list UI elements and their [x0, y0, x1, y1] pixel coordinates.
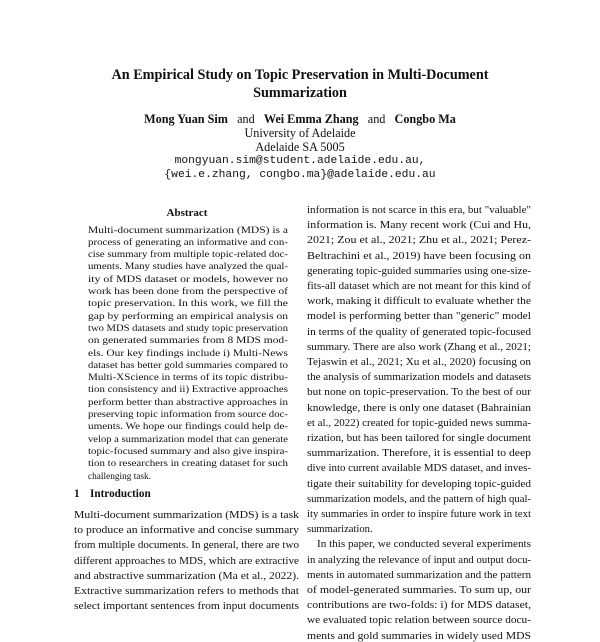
author-names [60, 112, 540, 126]
abstract-line: dataset has better gold summaries compared to [88, 360, 288, 371]
author-email-1: mongyuan.sim@student.adelaide.edu.au, [174, 155, 426, 167]
author-block [60, 112, 540, 182]
abstract-line: els. Our key findings include i) Multi-News [88, 348, 288, 359]
right-column-line: but none on topic-preservation. To the best of our [307, 387, 531, 399]
intro-line: different approaches to MDS, which are extractive [74, 555, 299, 567]
right-column-line: summarization models, and the pattern of high qual- [307, 493, 531, 505]
right-column-line: we evaluated topic relation between source docu- [307, 615, 531, 627]
intro-section-title: Introduction [90, 488, 151, 500]
abstract-line: uments. We hope our findings could help de- [88, 422, 288, 433]
intro-line: Extractive summarization refers to methods that [74, 586, 299, 597]
intro-heading [74, 487, 151, 501]
abstract-line: uments. Many studies have analyzed the qual- [88, 262, 288, 273]
intro-section-number: 1 [74, 488, 80, 500]
right-column-line: the analysis of summarization models and datasets [307, 372, 531, 384]
right-column-line: of model-generated summaries. To sum up, our [307, 585, 531, 596]
right-column-line: in analyzing the relevance of input and output docu- [307, 554, 531, 566]
right-column-line: rization, but has been tailored for single document [307, 433, 531, 444]
right-column-line: Tejaswin et al., 2021; Xu et al., 2020) focusing on [307, 357, 531, 368]
right-column-line: dive into current available MDS dataset, and inves- [307, 463, 531, 475]
right-column-line: ments in automated summarization and the pattern [307, 569, 531, 581]
right-column-line: in terms of the quality of generated topic-focused [307, 326, 531, 338]
abstract-line: ity of MDS dataset or models, however no [88, 274, 288, 285]
abstract-line: two MDS datasets and study topic preservation [88, 323, 288, 334]
author-name-2: Wei Emma Zhang [263, 112, 359, 126]
right-column-line: et al., 2022) created for topic-guided news summa- [307, 417, 531, 429]
right-column-line: information is not scarce in this era, but "valuable" [307, 205, 531, 216]
right-column-line: ments and gold summaries in widely used MDS [307, 630, 531, 642]
intro-line: from multiple documents. In general, there are two [74, 540, 299, 552]
author-name-3: Congbo Ma [394, 112, 456, 126]
abstract-line: tion to researchers in creating dataset for such [88, 459, 288, 470]
author-conjunction-1: and [237, 112, 255, 126]
abstract-line: challenging task. [88, 471, 151, 482]
right-column-line: 2021; Zou et al., 2021; Zhu et al., 2021; Perez- [307, 235, 531, 247]
abstract-line: topic-focused summary and also give inspira- [88, 446, 288, 457]
right-column-line: work, making it difficult to evaluate whether the [307, 296, 531, 308]
right-column-line: tigate their suitability for developing topic-guided [307, 478, 531, 490]
abstract-line: gap by performing an empirical analysis on [88, 311, 288, 322]
right-column-line: summarization. [307, 524, 373, 536]
abstract-line: velop a summarization model that can generate [88, 434, 288, 445]
right-column-line: fits-all dataset which are not meant for this kind of [307, 281, 531, 292]
author-name-1: Mong Yuan Sim [144, 112, 228, 126]
abstract-heading: Abstract [166, 207, 208, 219]
abstract-line: tion consistency and ii) Extractive approaches [88, 385, 288, 396]
abstract-line: topic preservation. In this work, we fill the [88, 299, 288, 310]
right-column-line: summarization. Therefore, it is essential to deep [307, 448, 531, 460]
right-column-line: information is. Many recent work (Cui and Hu, [307, 220, 531, 232]
intro-line: to produce an informative and concise summary [74, 525, 299, 537]
intro-line: and abstractive summarization (Ma et al., 2022). [74, 570, 299, 582]
right-column-line: model is performing better than "generic" model [307, 311, 531, 323]
abstract-line: process of generating an informative and con- [88, 237, 288, 248]
right-column-line: generating topic-guided summaries using one-size- [307, 265, 531, 277]
right-column-line: contributions are two-folds: i) for MDS dataset, [307, 600, 531, 612]
author-email-2: {wei.e.zhang, congbo.ma}@adelaide.edu.au [164, 169, 436, 181]
author-address: Adelaide SA 5005 [255, 140, 345, 154]
abstract-line: cise summary from multiple topic-related doc- [88, 250, 288, 261]
abstract-line: preserving topic information from source doc- [88, 410, 288, 420]
abstract-line: Multi-XScience in terms of its topic distribu- [88, 373, 288, 384]
intro-line: Multi-document summarization (MDS) is a task [74, 510, 299, 521]
author-conjunction-2: and [367, 112, 386, 126]
right-column-line: knowledge, there is only one dataset (Bahrainian [307, 402, 531, 414]
right-column-line: summary. There are also work (Zhang et al., 2021; [307, 341, 531, 353]
abstract-line: Multi-document summarization (MDS) is a [88, 225, 288, 236]
abstract-line: work has been done from the perspective of [88, 287, 288, 297]
right-column-line: Beltrachini et al., 2019) have been focusing on [307, 250, 531, 262]
abstract-line: perform better than abstractive approaches in [88, 397, 288, 408]
right-column-line: In this paper, we conducted several experiments [317, 539, 531, 551]
abstract-line: on generated summaries from 8 MDS mod- [88, 336, 288, 347]
right-column-line: ity summaries in order to inspire future work in text [307, 509, 531, 520]
title-line-2: Summarization [253, 85, 347, 101]
title-line-1: An Empirical Study on Topic Preservation in Multi-Document [111, 67, 489, 83]
author-affiliation: University of Adelaide [244, 126, 356, 140]
paper-title [60, 66, 540, 102]
intro-line: select important sentences from input documents [74, 601, 299, 613]
